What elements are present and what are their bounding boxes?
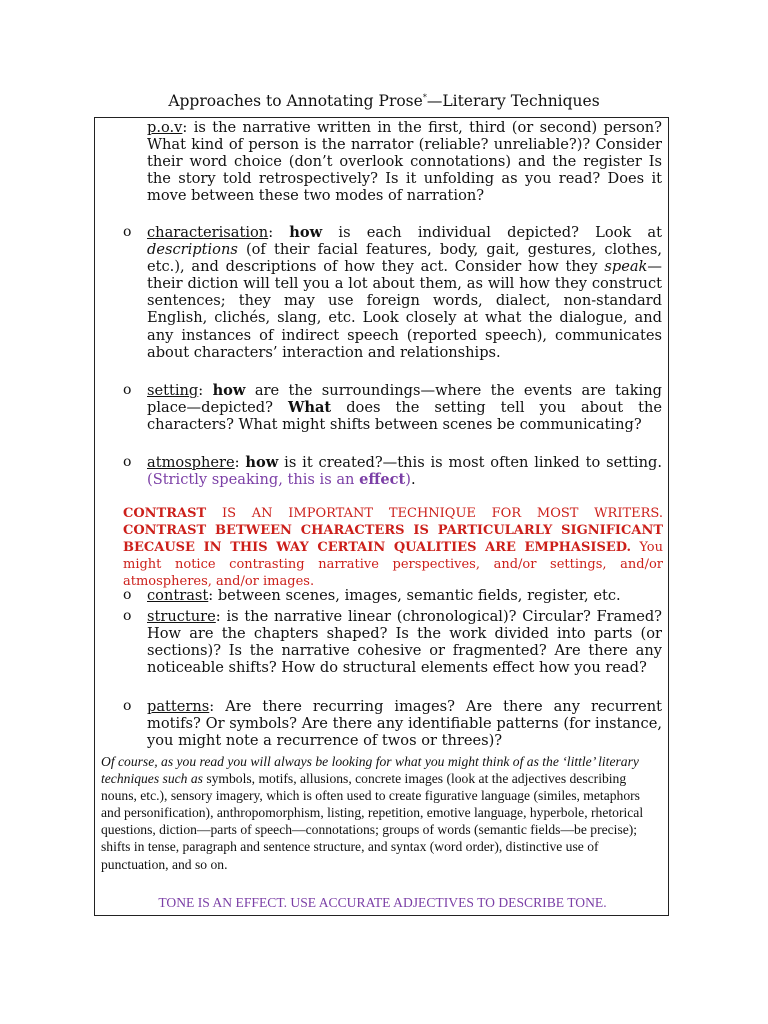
bullet-setting: o <box>123 382 132 398</box>
term-pov: p.o.v <box>147 119 183 136</box>
contrast-note-text-2: You might notice contrasting narrative perspectives, and/or settings, and/or atmospheres, and/or images. <box>123 540 663 589</box>
emphasis-speak: speak <box>604 258 648 276</box>
term-setting: setting <box>147 382 199 399</box>
aside-note <box>147 471 411 488</box>
bullet-characterisation: o <box>123 224 132 240</box>
structure-text: : is the narrative linear (chronological)? Circular? Framed? How are the chapters shaped? Is the work divided into parts (or sections)? Is the narrative cohesive or fragmented? Are there any noticeable shifts? How do structural elements effect how you read? <box>147 608 662 677</box>
patterns-text: : Are there recurring images? Are there any recurrent motifs? Or symbols? Are there any identifiable patterns (for instance, you might note a recurrence of twos or threes)? <box>147 698 662 750</box>
item-contrast <box>147 587 662 604</box>
emphasis-what: What <box>287 399 332 417</box>
bullet-structure: o <box>123 608 132 624</box>
bullet-contrast: o <box>123 587 132 603</box>
closing-italic: Of course, as you read you will always be looking for what you might think of as the ‘little’ literary techniques such as <box>101 754 639 787</box>
item-structure <box>147 608 662 676</box>
emphasis-effect: effect <box>359 471 406 489</box>
contrast-text: : between scenes, images, semantic fields, register, etc. <box>208 587 621 604</box>
characterisation-text-2: (of their facial features, body, gait, gestures, clothes, etc.), and descriptions of how they act. Consider how they <box>147 241 662 276</box>
bullet-patterns: o <box>123 698 132 714</box>
bullet-atmosphere: o <box>123 454 132 470</box>
emphasis-descriptions: descriptions <box>147 241 238 259</box>
term-contrast: contrast <box>147 587 209 604</box>
content-box <box>94 117 669 916</box>
setting-text-2: does the setting tell you about the characters? What might shifts between scenes be communicating? <box>147 399 662 434</box>
term-structure: structure <box>147 608 216 625</box>
title-main: Approaches to Annotating Prose <box>168 92 423 110</box>
item-setting <box>147 382 662 433</box>
pov-text: : is the narrative written in the first, third (or second) person? What kind of person is the narrator (reliable? unreliable?)? Consider their word choice (don’t overlook connotations) and the register Is the story told retrospectively? Is it unfolding as you read? Does it move between these two modes of narration? <box>147 119 662 205</box>
closing-note <box>101 753 657 873</box>
contrast-note-bold-2: CONTRAST BETWEEN CHARACTERS IS PARTICULARLY SIGNIFICANT BECAUSE IN THIS WAY CERTAIN QUALITIES ARE EMPHASISED. <box>123 523 663 555</box>
contrast-note-text-1: IS AN IMPORTANT TECHNIQUE FOR MOST WRITERS. <box>206 506 663 521</box>
page-title <box>0 88 768 111</box>
term-characterisation: characterisation <box>147 224 269 241</box>
title-rest: —Literary Techniques <box>426 92 600 110</box>
item-atmosphere <box>147 454 662 488</box>
aside-text-1: (Strictly speaking, this is an <box>147 471 360 489</box>
separator: : <box>234 454 246 471</box>
term-atmosphere: atmosphere <box>147 454 235 471</box>
contrast-note <box>123 505 663 590</box>
tone-note: TONE IS AN EFFECT. USE ACCURATE ADJECTIVES TO DESCRIBE TONE. <box>158 895 607 910</box>
aside-text-2: ) <box>405 471 411 489</box>
atmosphere-end: . <box>410 471 416 489</box>
emphasis-how: how <box>245 454 279 471</box>
atmosphere-text: is it created?—this is most often linked to setting. <box>278 454 662 471</box>
emphasis-how: how <box>212 382 246 399</box>
item-pov <box>147 119 662 204</box>
characterisation-text-1: is each individual depicted? Look at <box>322 224 662 241</box>
item-patterns <box>147 698 662 749</box>
separator: : <box>268 224 290 241</box>
separator: : <box>198 382 213 399</box>
term-patterns: patterns <box>147 698 210 715</box>
item-characterisation <box>147 224 662 361</box>
closing-text: symbols, motifs, allusions, concrete images (look at the adjectives describing nouns, etc.), sensory imagery, which is often used to create figurative language (similes, metaphors and personification), anthropomorphism, listing, repetition, emotive language, hyperbole, rhetorical questions, diction—parts of speech—connotations; groups of words (semantic fields—be precise); shifts in tense, paragraph and sentence structure, and syntax (word order), distinctive use of punctuation, and so on. <box>101 771 644 872</box>
setting-text-1: are the surroundings—where the events are taking place—depicted? <box>147 382 662 417</box>
characterisation-text-3: —their diction will tell you a lot about them, as will how they construct sentences; they may use foreign words, dialect, non-standard English, clichés, slang, etc. Look closely at what the dialogue, and any instances of indirect speech (reported speech), communicates about characters’ interaction and relationships. <box>147 258 662 361</box>
contrast-note-bold-1: CONTRAST <box>123 506 207 521</box>
footnote-marker: * <box>422 93 427 102</box>
emphasis-how: how <box>289 224 323 241</box>
